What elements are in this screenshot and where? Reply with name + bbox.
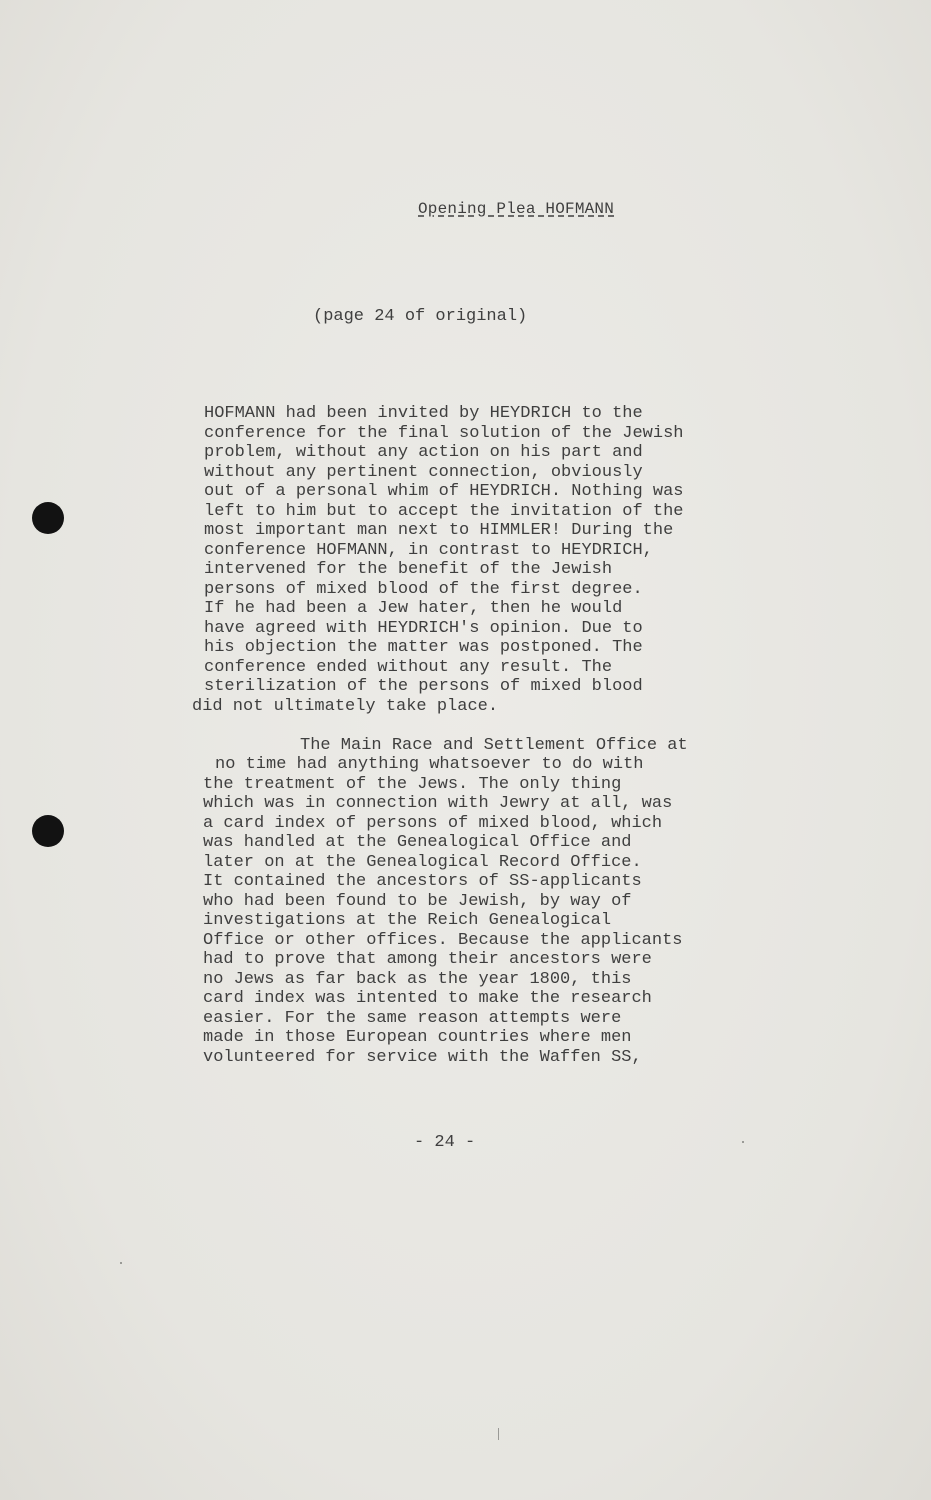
text-line: Office or other offices. Because the applicants — [203, 930, 683, 950]
paragraph-2 — [190, 736, 780, 1068]
paper-speck — [120, 1262, 122, 1264]
text-line: out of a personal whim of HEYDRICH. Nothing was — [204, 482, 684, 501]
text-line: no Jews as far back as the year 1800, this — [203, 969, 632, 989]
text-line: his objection the matter was postponed. The — [204, 638, 643, 657]
page-reference: (page 24 of original) — [313, 307, 528, 326]
text-line: conference for the final solution of the Jewish — [204, 423, 684, 443]
text-line: did not ultimately take place. — [192, 696, 499, 716]
text-line: have agreed with HEYDRICH's opinion. Due to — [204, 618, 643, 638]
text-line: sterilization of the persons of mixed blood — [204, 677, 643, 696]
text-line: without any pertinent connection, obviously — [204, 462, 643, 482]
text-line: easier. For the same reason attempts were — [203, 1008, 622, 1028]
text-line: HOFMANN had been invited by HEYDRICH to the — [204, 404, 643, 423]
paper-speck — [498, 1428, 499, 1440]
paper-speck — [742, 1141, 744, 1143]
punch-hole-bottom — [32, 815, 64, 847]
text-line: no time had anything whatsoever to do with — [215, 755, 644, 774]
text-line: intervened for the benefit of the Jewish — [204, 560, 613, 579]
text-line: conference HOFMANN, in contrast to HEYDRICH, — [204, 540, 653, 560]
document-title: Opening Plea HOFMANN — [418, 200, 615, 218]
page-number: - 24 - — [414, 1133, 476, 1152]
paragraph-1 — [190, 404, 780, 716]
text-line: investigations at the Reich Genealogical — [203, 911, 612, 930]
text-line: persons of mixed blood of the first degree. — [204, 579, 643, 599]
text-line: The Main Race and Settlement Office at — [300, 735, 688, 755]
body-text — [190, 404, 780, 1067]
text-line: left to him but to accept the invitation of the — [204, 501, 684, 521]
text-line: If he had been a Jew hater, then he would — [204, 599, 623, 618]
text-line: was handled at the Genealogical Office and — [203, 833, 632, 852]
text-line: which was in connection with Jewry at all, was — [203, 794, 673, 813]
text-line: volunteered for service with the Waffen SS, — [203, 1047, 642, 1067]
text-line: It contained the ancestors of SS-applicants — [203, 872, 642, 891]
punch-hole-top — [32, 502, 64, 534]
text-line: later on at the Genealogical Record Office. — [203, 852, 642, 872]
text-line: the treatment of the Jews. The only thing — [203, 774, 622, 794]
text-line: had to prove that among their ancestors were — [203, 950, 652, 969]
text-line: who had been found to be Jewish, by way of — [203, 891, 632, 911]
text-line: made in those European countries where men — [203, 1028, 632, 1047]
text-line: conference ended without any result. The — [204, 657, 613, 677]
paragraph-gap — [190, 716, 780, 736]
text-line: a card index of persons of mixed blood, which — [203, 813, 663, 833]
text-line: card index was intented to make the research — [203, 989, 652, 1008]
text-line: most important man next to HIMMLER! During the — [204, 521, 674, 540]
text-line: problem, without any action on his part and — [204, 443, 643, 462]
